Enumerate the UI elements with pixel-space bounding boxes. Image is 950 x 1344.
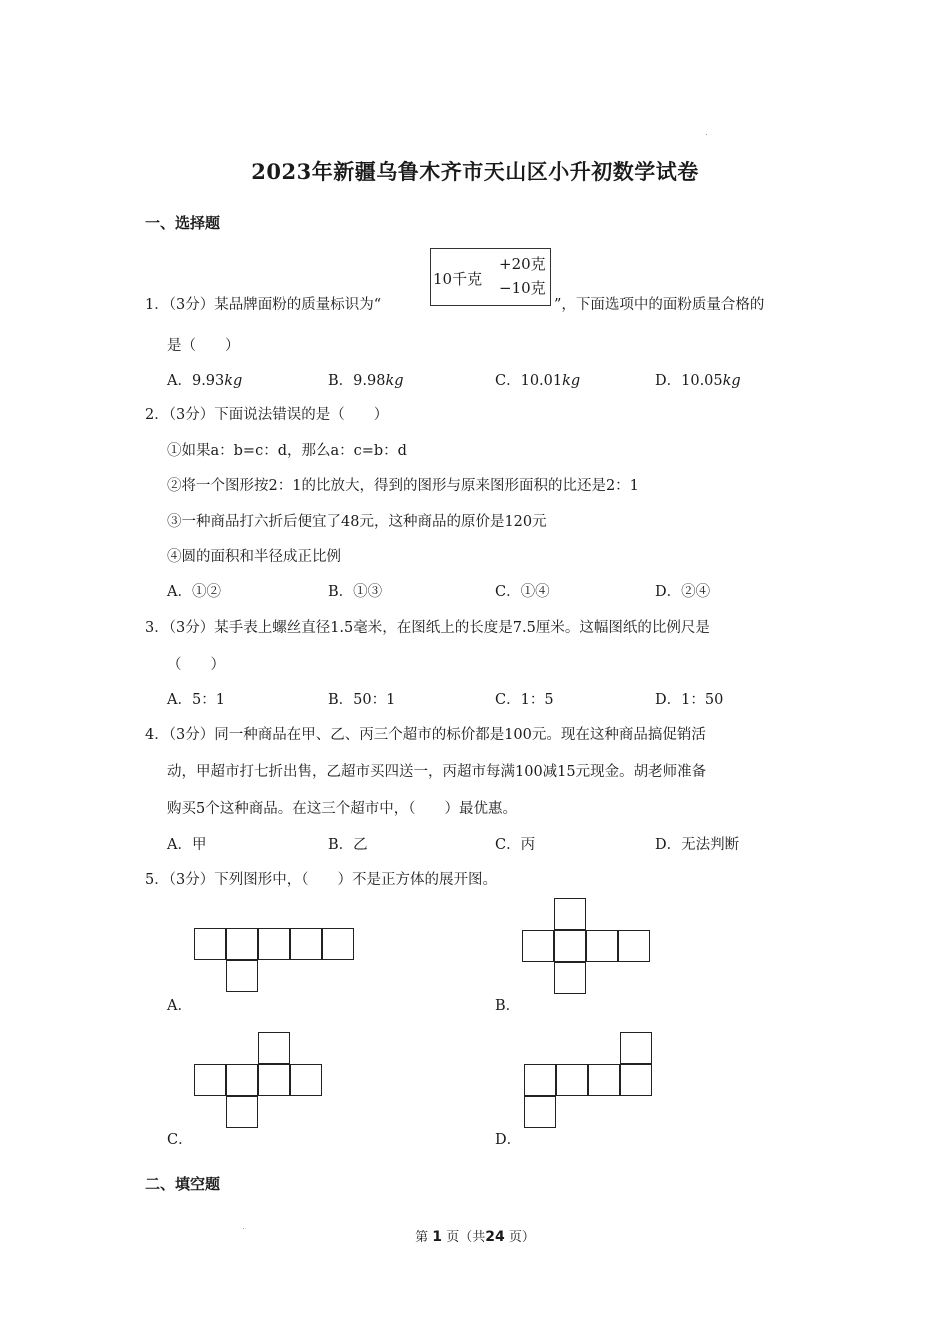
figure-label-d: D．: [495, 1132, 522, 1148]
net-square: [322, 928, 354, 960]
question-1-option-c[interactable]: [495, 369, 580, 390]
question-3-option-d[interactable]: D．1：50: [655, 692, 724, 708]
net-square: [226, 928, 258, 960]
question-3-option-c[interactable]: C．1：5: [495, 692, 554, 708]
net-square: [556, 1064, 588, 1096]
option-unit: kg: [722, 373, 741, 389]
question-4-option-a[interactable]: A．甲: [167, 837, 207, 853]
option-unit: kg: [385, 373, 404, 389]
question-4-option-c[interactable]: C．丙: [495, 837, 536, 853]
net-square: [226, 1064, 258, 1096]
question-4-option-b[interactable]: B．乙: [328, 837, 368, 853]
option-text: D．10.05: [655, 373, 723, 389]
net-square: [586, 930, 618, 962]
option-text: B．9.98: [328, 373, 386, 389]
quality-label-box: [430, 248, 551, 306]
net-square: [258, 928, 290, 960]
question-3-option-b[interactable]: B．50：1: [328, 692, 396, 708]
question-1-option-b[interactable]: [328, 369, 404, 390]
question-2-statement-4: ④圆的面积和半径成正比例: [167, 549, 341, 565]
footer-suffix: 页）: [508, 1230, 535, 1245]
question-4-stem-line3: 购买5个这种商品。在这三个超市中，（ ）最优惠。: [167, 801, 517, 817]
section-heading-choice: 一、选择题: [145, 214, 221, 232]
speck-mark: [706, 134, 707, 135]
question-1-option-a[interactable]: [167, 369, 242, 390]
net-square: [226, 1096, 258, 1128]
net-square: [524, 1096, 556, 1128]
net-square: [290, 1064, 322, 1096]
question-2-option-d[interactable]: D．②④: [655, 584, 711, 600]
question-3-option-a[interactable]: A．5：1: [167, 692, 225, 708]
question-2-statement-2: ②将一个图形按2：1的比放大，得到的图形与原来图形面积的比还是2：1: [167, 478, 639, 494]
figure-label-a: A．: [167, 998, 192, 1014]
figure-label-b: B．: [495, 998, 521, 1014]
question-3-stem: 3．（3分）某手表上螺丝直径1.5毫米，在图纸上的长度是7.5厘米。这幅图纸的比例尺是: [145, 620, 710, 636]
question-1-stem-before: 1．（3分）某品牌面粉的质量标识为“: [145, 297, 382, 313]
net-square: [194, 928, 226, 960]
option-unit: kg: [562, 373, 581, 389]
footer-prefix: 第: [415, 1230, 429, 1245]
question-1-option-d[interactable]: [655, 369, 741, 390]
question-2-option-c[interactable]: C．①④: [495, 584, 550, 600]
net-square: [588, 1064, 620, 1096]
quality-label-main: 10千克: [433, 270, 483, 288]
question-5-stem: 5．（3分）下列图形中，（ ）不是正方体的展开图。: [145, 872, 497, 888]
net-square: [258, 1032, 290, 1064]
question-2-statement-3: ③一种商品打六折后便宜了48元，这种商品的原价是120元: [167, 514, 547, 530]
page-title: 2023年新疆乌鲁木齐市天山区小升初数学试卷: [251, 159, 699, 184]
net-square: [620, 1032, 652, 1064]
question-3-stem-line2: （ ）: [167, 657, 225, 673]
question-2-option-a[interactable]: A．①②: [167, 584, 221, 600]
net-square: [620, 1064, 652, 1096]
question-4-option-d[interactable]: D．无法判断: [655, 837, 740, 853]
question-4-stem-line1: 4．（3分）同一种商品在甲、乙、丙三个超市的标价都是100元。现在这种商品搞促销活: [145, 727, 706, 743]
quality-label-lower: −10克: [499, 279, 546, 297]
option-text: A．9.93: [167, 373, 225, 389]
footer-middle: 页（共: [446, 1230, 486, 1245]
net-square: [554, 962, 586, 994]
net-square: [618, 930, 650, 962]
question-4-stem-line2: 动，甲超市打七折出售，乙超市买四送一，丙超市每满100减15元现金。胡老师准备: [167, 764, 707, 780]
net-square: [524, 1064, 556, 1096]
net-square: [258, 1064, 290, 1096]
footer-page-number: 1: [432, 1229, 443, 1245]
net-square: [194, 1064, 226, 1096]
net-square: [226, 960, 258, 992]
option-unit: kg: [224, 373, 243, 389]
section-heading-fill: 二、填空题: [145, 1175, 221, 1193]
net-square: [554, 898, 586, 930]
figure-label-c: C．: [167, 1132, 193, 1148]
question-1-stem-after: ”，下面选项中的面粉质量合格的: [554, 297, 765, 313]
question-2-stem: 2．（3分）下面说法错误的是（ ）: [145, 407, 389, 423]
net-square: [290, 928, 322, 960]
net-square: [554, 930, 586, 962]
quality-label-upper: +20克: [499, 255, 546, 273]
option-text: C．10.01: [495, 373, 563, 389]
page-footer: [0, 1226, 950, 1245]
question-2-statement-1: ①如果a：b=c：d，那么a：c=b：d: [167, 443, 407, 459]
footer-total-pages: 24: [485, 1229, 505, 1245]
net-square: [522, 930, 554, 962]
question-2-option-b[interactable]: B．①③: [328, 584, 383, 600]
question-1-stem-line2: 是（ ）: [167, 338, 240, 354]
